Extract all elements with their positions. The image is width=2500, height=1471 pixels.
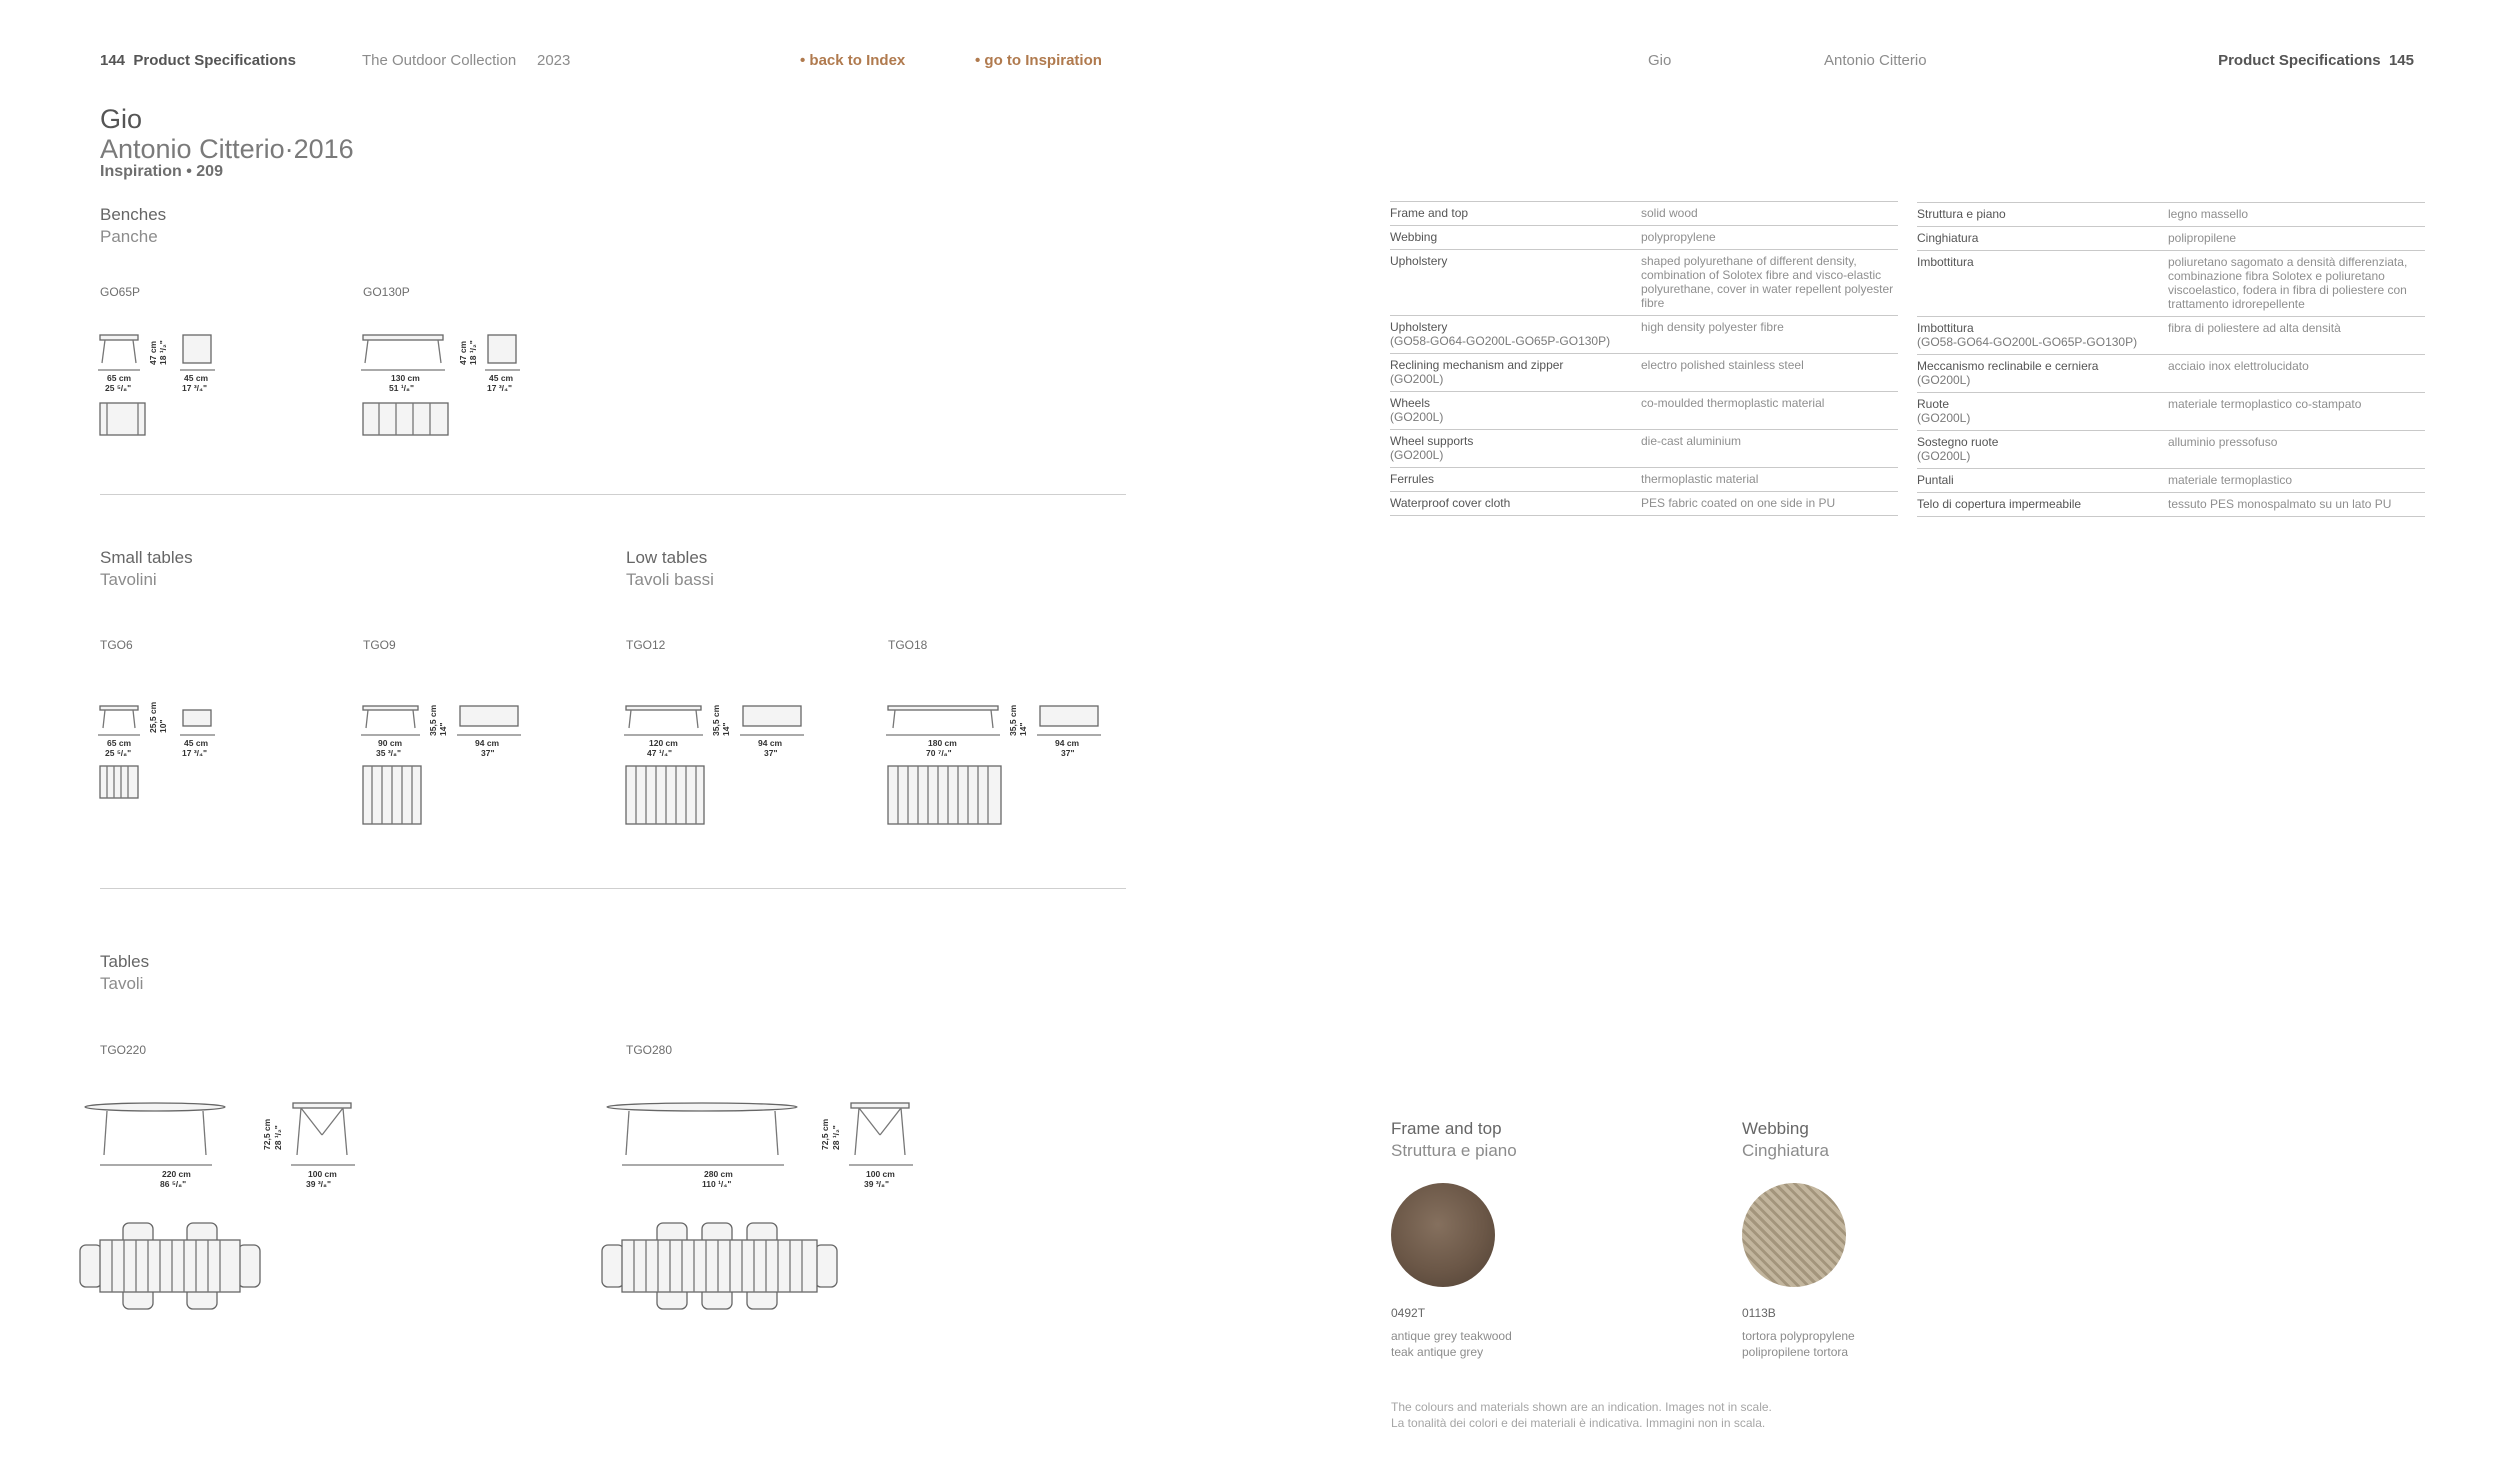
spec-value: polipropilene [2168, 227, 2425, 251]
right-page-title: Product Specifications [2218, 52, 2381, 69]
dim-height: 47 cm [458, 340, 468, 365]
spec-key [1390, 430, 1641, 468]
spec-value: acciaio inox elettrolucidato [2168, 355, 2425, 393]
dim-height: 35,5 cm [711, 704, 721, 736]
spec-key-label: Ferrules [1390, 472, 1435, 486]
dim-height-in: 14" [721, 722, 731, 736]
material-heading-it: Struttura e piano [1391, 1141, 1517, 1160]
dim-height-in: 18 ¹/₂" [468, 340, 478, 365]
dim-width-in: 47 ¹/₄" [647, 748, 673, 758]
dim-depth: 94 cm [475, 738, 500, 748]
table-tgo6-drawing [95, 696, 225, 806]
disclaimer-footnote [1391, 1399, 1772, 1431]
spec-key-label: Waterproof cover cloth [1390, 496, 1511, 510]
dim-height-in: 14" [438, 722, 448, 736]
spec-key [1390, 226, 1641, 250]
right-page-number: 145 [2388, 52, 2414, 69]
product-code: TGO9 [363, 638, 396, 652]
spec-key-label: Upholstery [1390, 320, 1448, 334]
spec-key-models: (GO58-GO64-GO200L-GO65P-GO130P) [1390, 334, 1611, 348]
left-page-title: Product Specifications [133, 52, 296, 69]
spec-key-models: (GO200L) [1390, 410, 1444, 424]
dim-width-in: 70 ⁷/₈" [926, 748, 952, 758]
dim-depth: 94 cm [758, 738, 783, 748]
left-page-number: 144 [100, 52, 126, 69]
material-swatch-frame [1391, 1183, 1495, 1287]
spec-key-label: Puntali [1917, 473, 1954, 487]
small-tables-heading: Small tables [100, 548, 193, 567]
table-tgo18-drawing [883, 696, 1108, 831]
designer-year: Antonio Citterio·2016 [100, 134, 354, 164]
spec-value: high density polyester fibre [1641, 316, 1898, 354]
spec-row [1390, 492, 1898, 516]
spec-key [1917, 355, 2168, 393]
dim-depth-in: 37" [1061, 748, 1075, 758]
material-desc-it: teak antique grey [1391, 1345, 1484, 1359]
spec-row [1390, 250, 1898, 316]
spec-row [1390, 202, 1898, 226]
specs-table-en [1390, 201, 1898, 516]
right-page-header [2218, 52, 2414, 69]
product-code: TGO6 [100, 638, 133, 652]
benches-heading: Benches [100, 205, 167, 224]
spec-row [1390, 430, 1898, 468]
spec-row [1390, 354, 1898, 392]
spec-key-label: Reclining mechanism and zipper [1390, 358, 1564, 372]
dim-width: 280 cm [704, 1169, 733, 1179]
disclaimer-it: La tonalità dei colori e dei materiali è indicativa. Immagini non in scala. [1391, 1416, 1766, 1430]
dim-height-in: 18 ¹/₂" [158, 340, 168, 365]
spec-row [1917, 355, 2425, 393]
spec-key-models: (GO200L) [1390, 372, 1444, 386]
spec-row [1390, 226, 1898, 250]
go-to-inspiration-link[interactable]: • go to Inspiration [975, 52, 1102, 69]
dim-height: 72,5 cm [262, 1118, 272, 1150]
spec-key-label: Telo di copertura impermeabile [1917, 497, 2082, 511]
collection-year: 2023 [537, 52, 571, 69]
product-name: Gio [100, 104, 143, 134]
spec-key-label: Cinghiatura [1917, 231, 1979, 245]
material-description [1742, 1328, 1855, 1360]
spec-value: tessuto PES monospalmato su un lato PU [2168, 493, 2425, 517]
dim-depth-in: 17 ³/₄" [182, 748, 208, 758]
spec-row [1917, 227, 2425, 251]
material-desc-en: tortora polypropylene [1742, 1329, 1855, 1343]
dim-depth-in: 39 ³/₈" [864, 1179, 890, 1189]
spec-key [1390, 392, 1641, 430]
product-code: GO65P [100, 285, 141, 299]
dim-width-in: 86 ⁵/₈" [160, 1179, 187, 1189]
section-divider [100, 888, 1126, 889]
table-tgo280-drawing [597, 1095, 937, 1320]
left-page-header [100, 52, 296, 69]
dim-depth-in: 17 ³/₄" [182, 383, 208, 393]
spec-row [1390, 392, 1898, 430]
dim-depth-in: 37" [481, 748, 495, 758]
spec-value: materiale termoplastico co-stampato [2168, 393, 2425, 431]
bench-go130p-drawing [358, 325, 538, 440]
dim-width-in: 25 ⁵/₈" [105, 748, 132, 758]
spec-key-label: Sostegno ruote [1917, 435, 1999, 449]
spec-value: die-cast aluminium [1641, 430, 1898, 468]
dim-height-in: 28 ¹/₂" [273, 1125, 283, 1150]
table-tgo12-drawing [621, 696, 816, 831]
spec-key-label: Imbottitura [1917, 255, 1974, 269]
spec-key [1390, 492, 1641, 516]
spec-row [1917, 203, 2425, 227]
spec-row [1390, 468, 1898, 492]
spec-row [1917, 393, 2425, 431]
spec-value: shaped polyurethane of different density, combination of Solotex fibre and visco-elastic polyurethane, cover in water repellent polyester fibre [1641, 250, 1898, 316]
dim-width: 65 cm [107, 738, 132, 748]
low-tables-heading: Low tables [626, 548, 708, 567]
product-code: TGO18 [888, 638, 928, 652]
spec-key [1917, 393, 2168, 431]
dim-width-in: 51 ¹/₈" [389, 383, 415, 393]
benches-heading-it: Panche [100, 227, 158, 246]
dim-width: 90 cm [378, 738, 403, 748]
spec-key-models: (GO200L) [1917, 449, 1971, 463]
dim-depth-in: 17 ³/₄" [487, 383, 513, 393]
product-code: GO130P [363, 285, 410, 299]
spec-value: poliuretano sagomato a densità differenziata, combinazione fibra Solotex e poliuretano viscoelastico, fodera in fibra di poliestere con trattamento idrorepellente [2168, 251, 2425, 317]
product-code: TGO220 [100, 1043, 147, 1057]
spec-key-label: Webbing [1390, 230, 1438, 244]
dim-width-in: 25 ⁵/₈" [105, 383, 132, 393]
spec-row [1917, 317, 2425, 355]
dim-height: 72,5 cm [820, 1118, 830, 1150]
spec-key-models: (GO200L) [1917, 411, 1971, 425]
dim-height-in: 28 ¹/₂" [831, 1125, 841, 1150]
material-desc-it: polipropilene tortora [1742, 1345, 1849, 1359]
spec-row [1917, 431, 2425, 469]
spec-value: co-moulded thermoplastic material [1641, 392, 1898, 430]
dim-width: 180 cm [928, 738, 957, 748]
spec-key [1390, 250, 1641, 316]
spec-key-label: Struttura e piano [1917, 207, 2006, 221]
spec-row [1917, 469, 2425, 493]
material-desc-en: antique grey teakwood [1391, 1329, 1512, 1343]
spec-value: thermoplastic material [1641, 468, 1898, 492]
right-product-name: Gio [1648, 52, 1672, 69]
material-swatch-webbing [1742, 1183, 1846, 1287]
dim-depth-in: 39 ³/₈" [306, 1179, 332, 1189]
dim-depth: 94 cm [1055, 738, 1080, 748]
spec-row [1390, 316, 1898, 354]
spec-value: fibra di poliestere ad alta densità [2168, 317, 2425, 355]
spec-key [1917, 431, 2168, 469]
dim-width: 220 cm [162, 1169, 191, 1179]
section-divider [100, 494, 1126, 495]
dim-depth: 45 cm [184, 738, 209, 748]
spec-key [1390, 202, 1641, 226]
dim-width-in: 35 ³/₈" [376, 748, 402, 758]
spec-value: polypropylene [1641, 226, 1898, 250]
material-heading-it: Cinghiatura [1742, 1141, 1829, 1160]
tables-heading: Tables [100, 952, 150, 971]
spec-key [1390, 354, 1641, 392]
disclaimer-en: The colours and materials shown are an indication. Images not in scale. [1391, 1400, 1772, 1414]
spec-key-label: Ruote [1917, 397, 1950, 411]
product-code: TGO12 [626, 638, 666, 652]
spec-key-models: (GO58-GO64-GO200L-GO65P-GO130P) [1917, 335, 2138, 349]
spec-key [1917, 493, 2168, 517]
spec-value: legno massello [2168, 203, 2425, 227]
table-tgo9-drawing [358, 696, 533, 831]
dim-height: 35,5 cm [428, 704, 438, 736]
table-tgo220-drawing [75, 1095, 375, 1320]
dim-height: 35,5 cm [1008, 704, 1018, 736]
dim-width-in: 110 ¹/₄" [702, 1179, 732, 1189]
spec-row [1917, 251, 2425, 317]
inspiration-reference[interactable]: Inspiration • 209 [100, 163, 223, 180]
small-tables-heading-it: Tavolini [100, 570, 157, 589]
dim-height-in: 14" [1018, 722, 1028, 736]
dim-depth: 100 cm [866, 1169, 895, 1179]
spec-key-label: Wheels [1390, 396, 1431, 410]
bench-go65p-drawing [95, 325, 225, 440]
collection-name: The Outdoor Collection [362, 52, 517, 69]
spec-key-label: Frame and top [1390, 206, 1469, 220]
spec-value: PES fabric coated on one side in PU [1641, 492, 1898, 516]
material-heading: Frame and top [1391, 1119, 1502, 1138]
tables-heading-it: Tavoli [100, 974, 144, 993]
dim-depth-in: 37" [764, 748, 778, 758]
spec-key [1917, 251, 2168, 317]
dim-width: 65 cm [107, 373, 132, 383]
dim-height: 25,5 cm [148, 701, 158, 733]
specs-table-it [1917, 202, 2425, 517]
spec-value: electro polished stainless steel [1641, 354, 1898, 392]
dim-depth: 45 cm [184, 373, 209, 383]
spec-key-models: (GO200L) [1390, 448, 1444, 462]
product-code: TGO280 [626, 1043, 673, 1057]
dim-width: 130 cm [391, 373, 420, 383]
spec-key [1917, 227, 2168, 251]
material-description [1391, 1328, 1512, 1360]
dim-depth: 100 cm [308, 1169, 337, 1179]
spec-key [1390, 468, 1641, 492]
spec-key-label: Imbottitura [1917, 321, 1974, 335]
spec-key [1917, 317, 2168, 355]
spec-key [1917, 203, 2168, 227]
material-code: 0492T [1391, 1306, 1426, 1320]
back-to-index-link[interactable]: • back to Index [800, 52, 906, 69]
low-tables-heading-it: Tavoli bassi [626, 570, 714, 589]
spec-row [1917, 493, 2425, 517]
dim-height-in: 10" [158, 719, 168, 733]
spec-value: alluminio pressofuso [2168, 431, 2425, 469]
right-designer-name: Antonio Citterio [1824, 52, 1927, 69]
spec-key-label: Meccanismo reclinabile e cerniera [1917, 359, 2099, 373]
spec-key [1917, 469, 2168, 493]
spec-key-models: (GO200L) [1917, 373, 1971, 387]
spec-key-label: Upholstery [1390, 254, 1448, 268]
spec-key [1390, 316, 1641, 354]
material-code: 0113B [1742, 1306, 1776, 1320]
spec-key-label: Wheel supports [1390, 434, 1474, 448]
spec-value: solid wood [1641, 202, 1898, 226]
material-heading: Webbing [1742, 1119, 1809, 1138]
dim-width: 120 cm [649, 738, 678, 748]
spec-value: materiale termoplastico [2168, 469, 2425, 493]
dim-depth: 45 cm [489, 373, 514, 383]
dim-height: 47 cm [148, 340, 158, 365]
